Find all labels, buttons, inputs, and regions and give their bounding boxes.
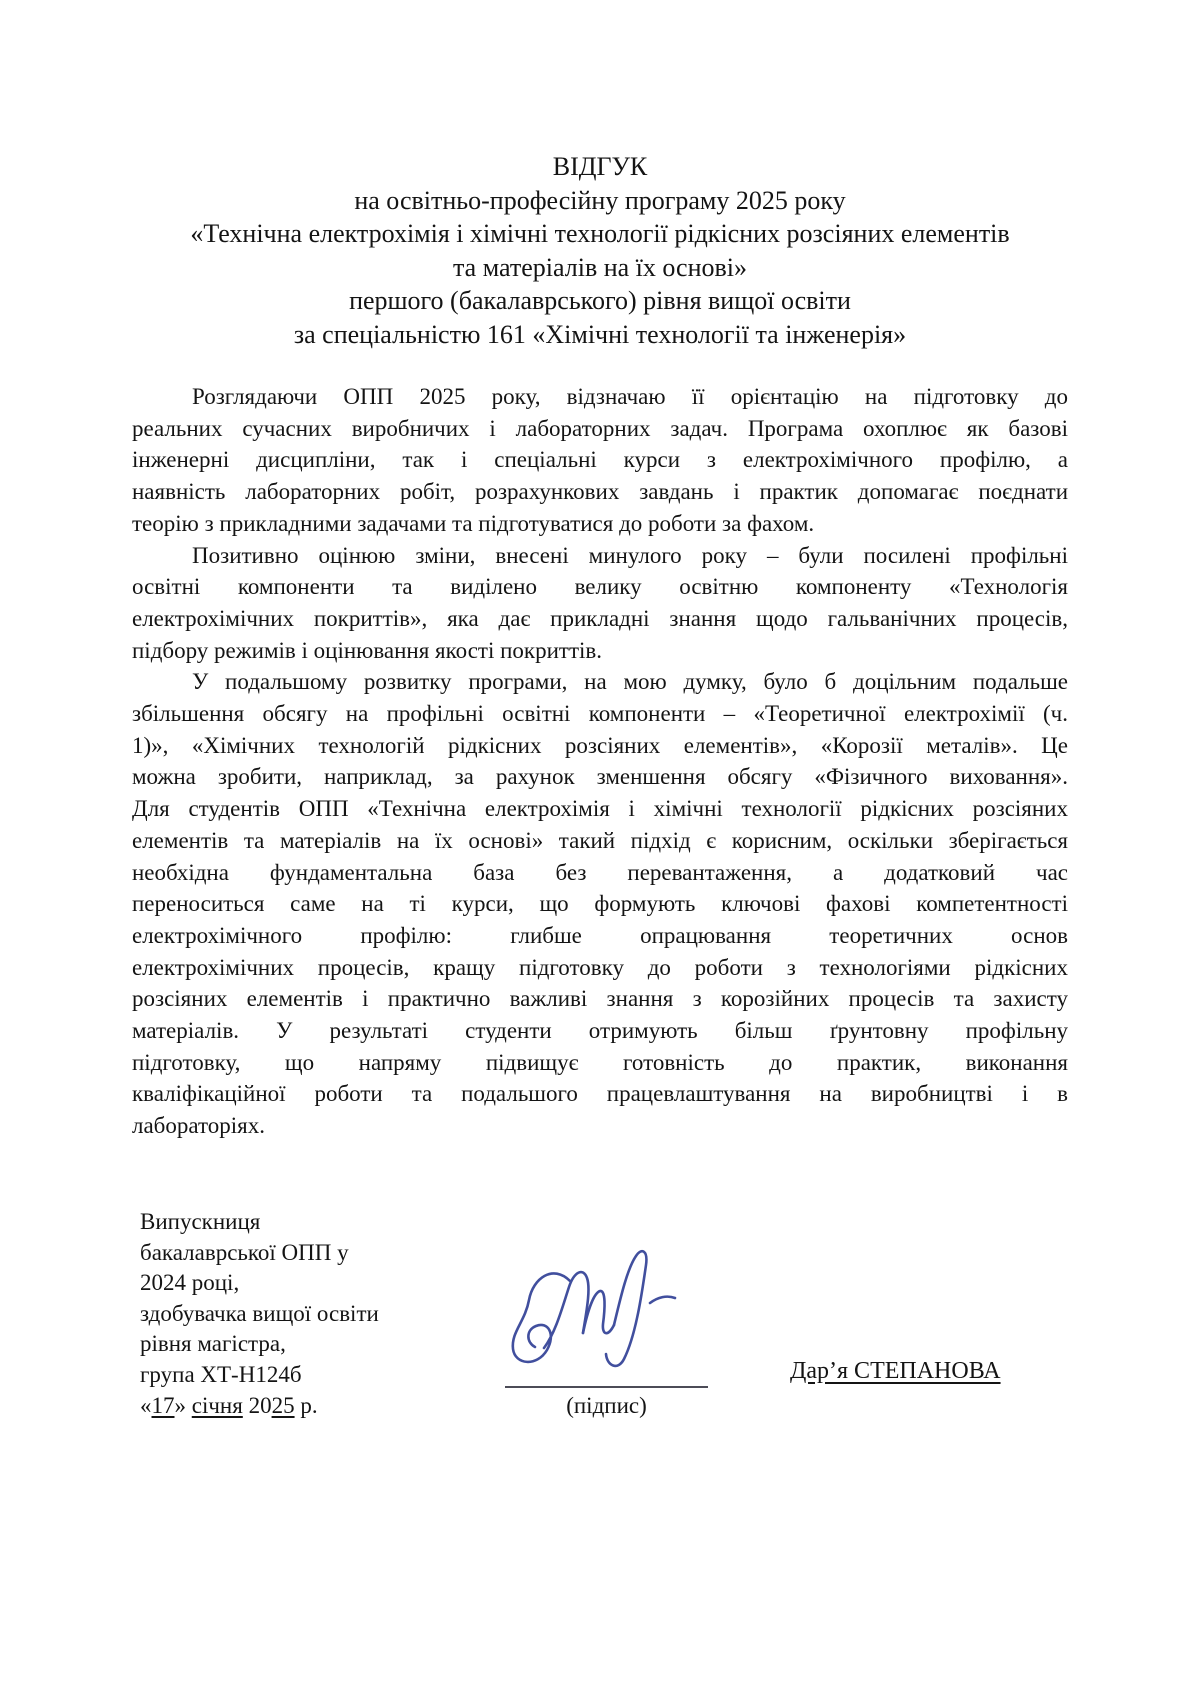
date-line [140, 1391, 500, 1422]
signoff-lines [140, 1207, 500, 1391]
text-line: У подальшому розвитку програми, на мою думку, було б доцільним подальше [192, 669, 1068, 695]
text-line: кваліфікаційної роботи та подальшого працевлаштування на виробництві і в [132, 1081, 1068, 1107]
text-line: переноситься саме на ті курси, що формують ключові фахові компетентності [132, 891, 1068, 917]
signoff-line: здобувачка вищої освіти [140, 1300, 379, 1326]
text-line: підготовку, що напряму підвищує готовність до практик, виконання [132, 1049, 1068, 1075]
date-suffix: р. [294, 1392, 318, 1418]
text-line: реальних сучасних виробничих і лабораторних задач. Програма охоплює як базові [132, 415, 1068, 441]
document-title-block [132, 150, 1068, 351]
title-line: на освітньо-професійну програму 2025 року [354, 185, 846, 215]
text-line: електрохімічного профілю: глибше опрацювання теоретичних основ [132, 922, 1068, 948]
signoff-left-column [140, 1207, 500, 1421]
signature-caption: (підпис) [566, 1393, 647, 1418]
paragraph [132, 666, 1068, 1142]
date-year-start: 20 [248, 1392, 272, 1418]
title-line: першого (бакалаврського) рівня вищої освіти [349, 286, 851, 315]
title-line: ВІДГУК [552, 152, 648, 181]
signature-line [505, 1386, 708, 1421]
date-year-end: 25 [271, 1392, 295, 1418]
text-line: збільшення обсягу на профільні освітні компоненти – «Теоретичної електрохімії (ч. [132, 701, 1068, 727]
text-line: розсіяних елементів і практично важливі знання з корозійних процесів та захисту [132, 986, 1068, 1012]
signer-name: Дар’я СТЕПАНОВА [790, 1358, 1001, 1384]
title-line: «Технічна електрохімія і хімічні технології рідкісних розсіяних елементів [190, 219, 1010, 248]
document-body [132, 381, 1068, 1142]
text-line: лабораторіях. [132, 1113, 265, 1139]
handwritten-signature-icon [495, 1236, 695, 1381]
text-line: 1)», «Хімічних технологій рідкісних розсіяних елементів», «Корозії металів». Це [132, 732, 1068, 758]
text-line: наявність лабораторних робіт, розрахункових завдань і практик допомагає поєднати [132, 479, 1068, 505]
text-line: електрохімічних процесів, кращу підготовку до роботи з технологіями рідкісних [132, 954, 1068, 980]
title-line: за спеціальністю 161 «Хімічні технології та інженерія» [293, 319, 907, 349]
title-line: та матеріалів на їх основі» [452, 252, 747, 282]
date-day: 17 [151, 1392, 175, 1418]
signoff-line: рівня магістра, [140, 1331, 286, 1357]
date-close-quote: » [174, 1392, 192, 1418]
paragraph [132, 381, 1068, 540]
signoff-line: Випускниця [140, 1209, 261, 1234]
signoff-line: група ХТ-Н124б [140, 1361, 302, 1387]
signoff-line: бакалаврської ОПП у [140, 1239, 349, 1265]
text-line: електрохімічних покриттів», яка дає прикладні знання щодо гальванічних процесів, [132, 605, 1068, 631]
date-month: січня [191, 1392, 243, 1418]
text-line: освітні компоненти та виділено велику освітню компоненту «Технологія [132, 574, 1068, 600]
text-line: Позитивно оцінюю зміни, внесені минулого року – були посилені профільні [192, 542, 1068, 568]
signoff-line: 2024 році, [140, 1270, 240, 1296]
text-line: теорію з прикладними задачами та підготуватися до роботи за фахом. [132, 510, 815, 536]
date-open-quote: « [140, 1392, 152, 1418]
text-line: Для студентів ОПП «Технічна електрохімія і хімічні технології рідкісних розсіяних [132, 796, 1068, 822]
text-line: інженерні дисципліни, так і спеціальні курси з електрохімічного профілю, а [132, 447, 1068, 473]
text-line: елементів та матеріалів на їх основі» такий підхід є корисним, оскільки зберігається [132, 827, 1068, 853]
text-line: Розглядаючи ОПП 2025 року, відзначаю її орієнтацію на підготовку до [192, 384, 1068, 409]
text-line: матеріалів. У результаті студенти отримують більш ґрунтовну профільну [132, 1018, 1068, 1044]
text-line: необхідна фундаментальна база без перевантаження, а додатковий час [132, 859, 1068, 885]
text-line: можна зробити, наприклад, за рахунок зменшення обсягу «Фізичного виховання». [132, 764, 1068, 790]
paragraph [132, 540, 1068, 667]
text-line: підбору режимів і оцінювання якості покриттів. [132, 637, 603, 663]
